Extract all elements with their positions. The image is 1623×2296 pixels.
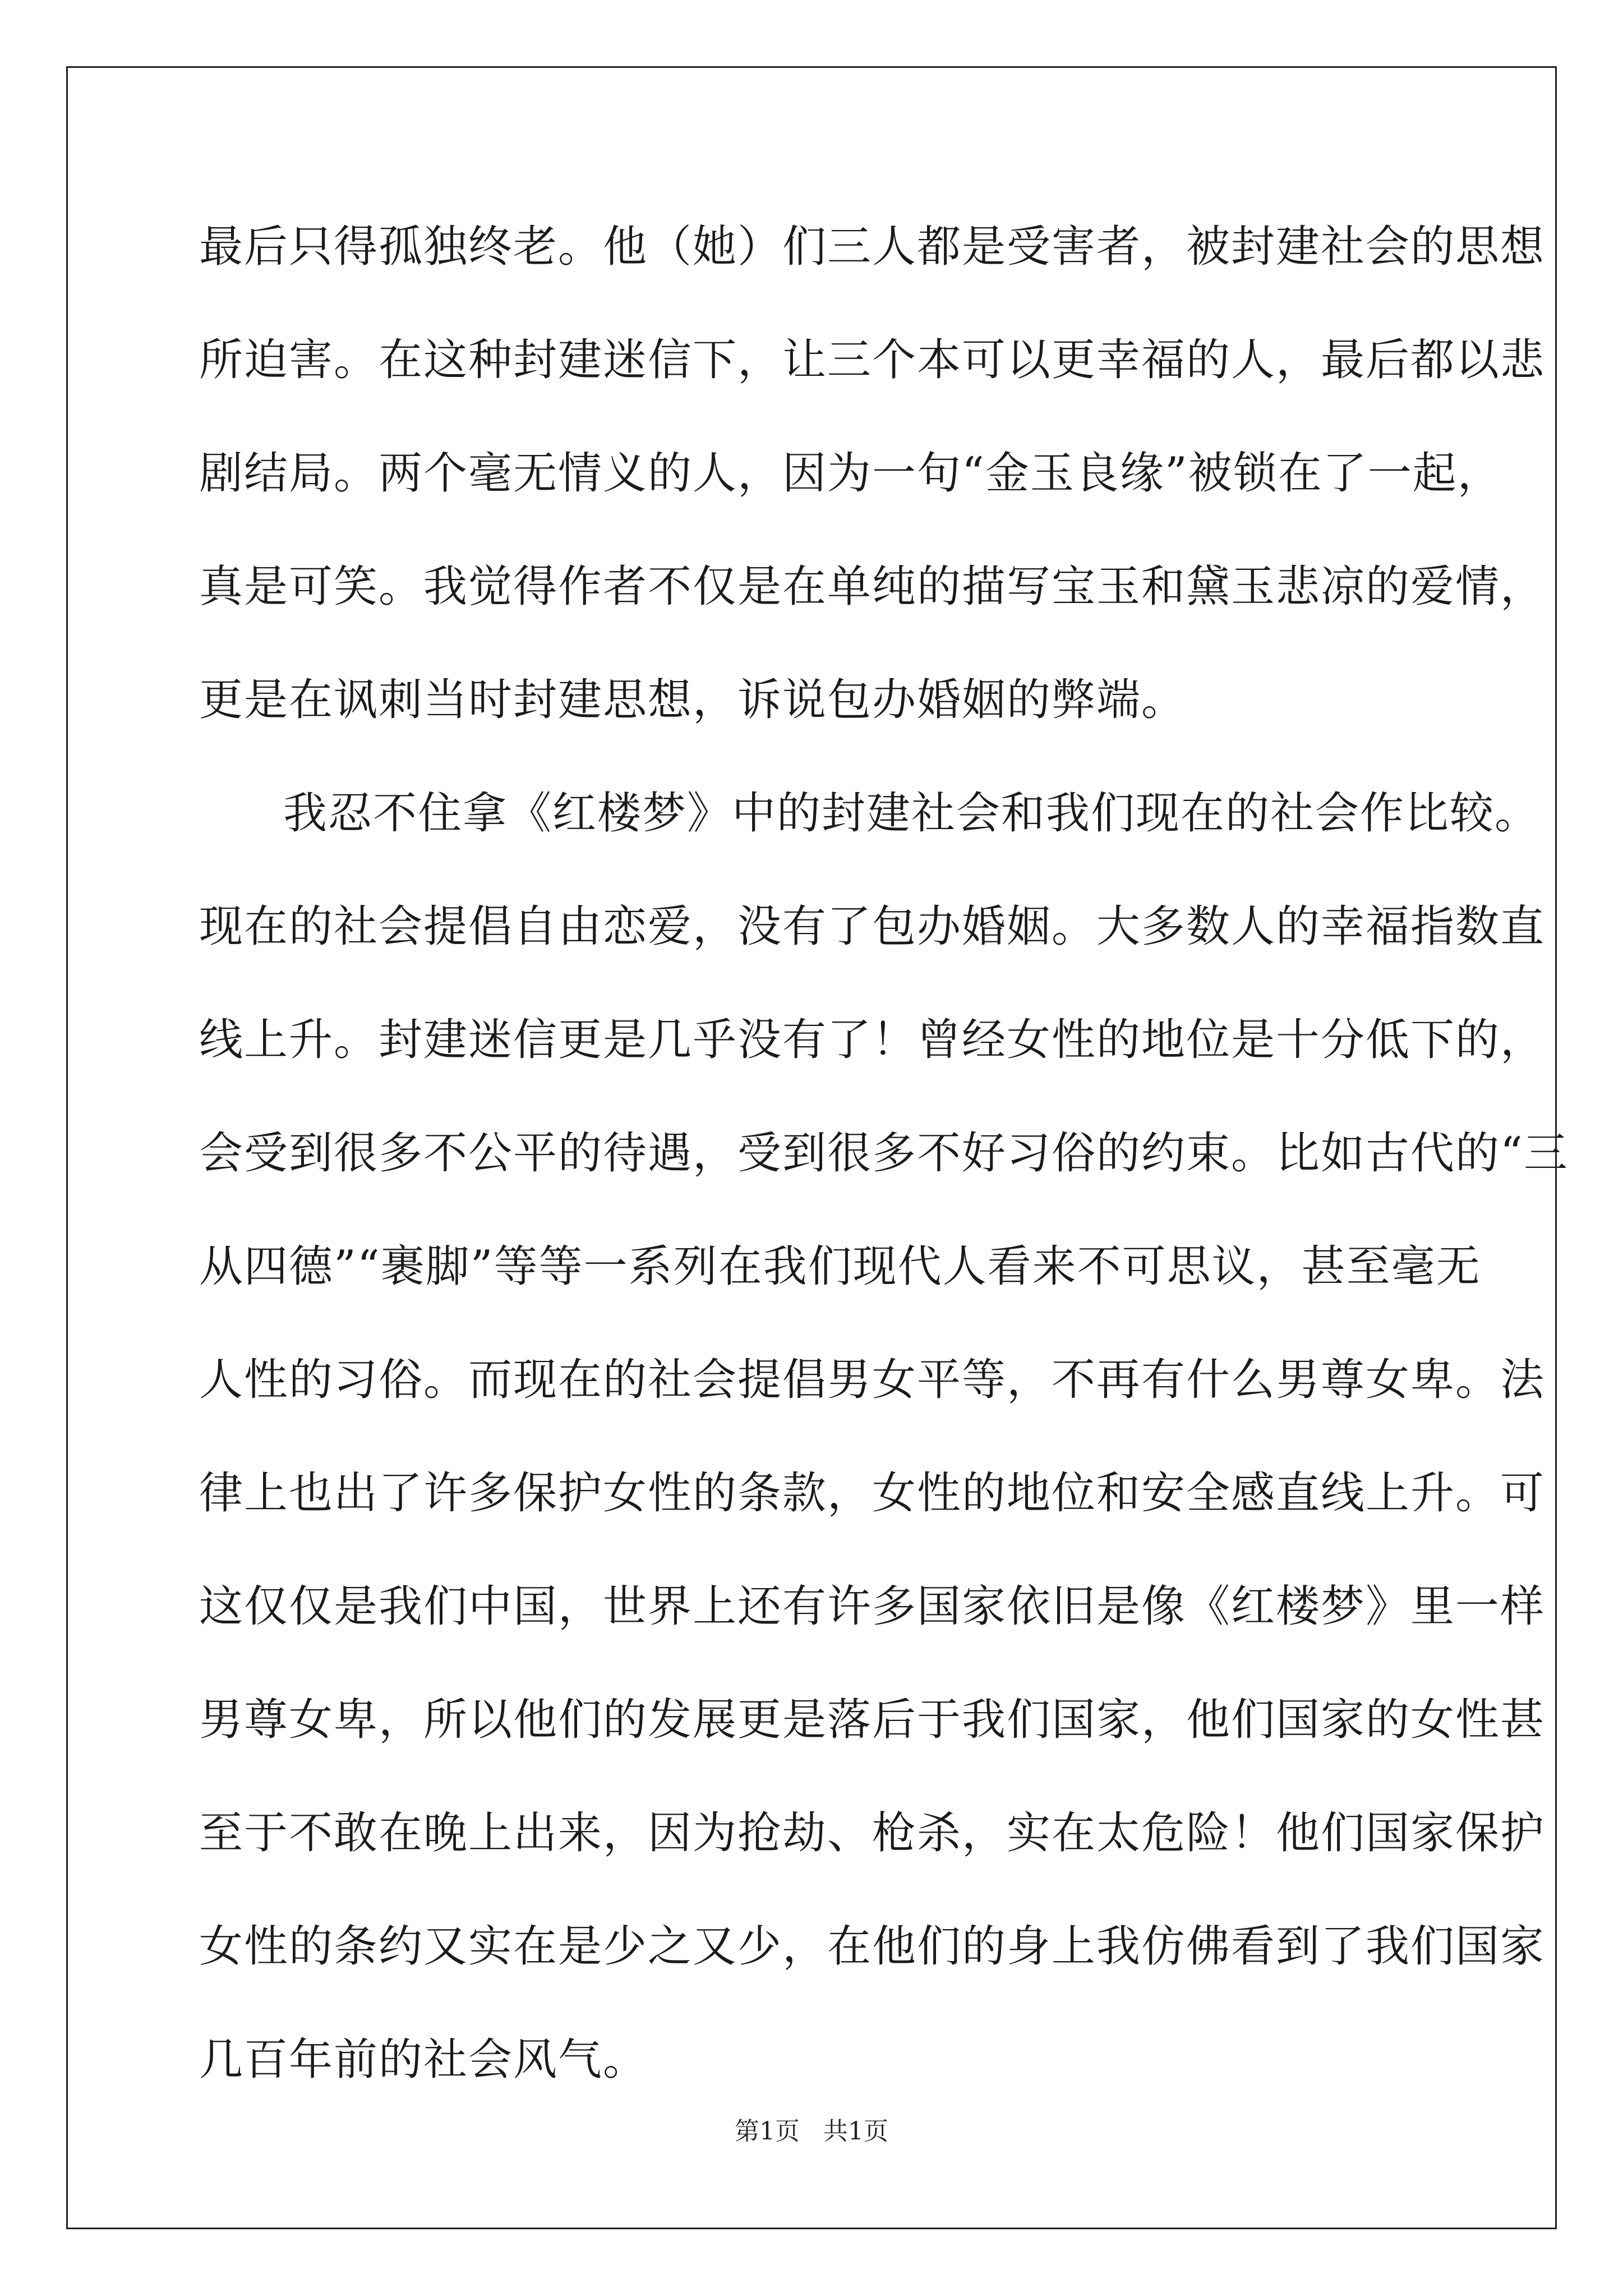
text-line: 会受到很多不公平的待遇，受到很多不好习俗的约束。比如古代的“三: [199, 1128, 1569, 1179]
text-line: 律上也出了许多保护女性的条款，女性的地位和安全感直线上升。可: [199, 1468, 1546, 1519]
text-line: 真是可笑。我觉得作者不仅是在单纯的描写宝玉和黛玉悲凉的爱情，: [199, 562, 1546, 612]
text-line: 线上升。封建迷信更是几乎没有了！曾经女性的地位是十分低下的，: [199, 1015, 1546, 1065]
text-line: 现在的社会提倡自由恋爱，没有了包办婚姻。大多数人的幸福指数直: [199, 901, 1546, 952]
text-line: 人性的习俗。而现在的社会提倡男女平等，不再有什么男尊女卑。法: [199, 1355, 1546, 1405]
text-line: 这仅仅是我们中国，世界上还有许多国家依旧是像《红楼梦》里一样: [199, 1581, 1546, 1632]
text-line: 女性的条约又实在是少之又少，在他们的身上我仿佛看到了我们国家: [199, 1921, 1546, 1972]
text-line: 最后只得孤独终老。他（她）们三人都是受害者，被封建社会的思想: [199, 222, 1546, 272]
text-line: 所迫害。在这种封建迷信下，让三个本可以更幸福的人，最后都以悲: [199, 335, 1546, 385]
text-line: 剧结局。两个毫无情义的人，因为一句“金玉良缘”被锁在了一起，: [199, 448, 1502, 499]
text-line: 男尊女卑，所以他们的发展更是落后于我们国家，他们国家的女性甚: [199, 1695, 1546, 1745]
text-line: 更是在讽刺当时封建思想，诉说包办婚姻的弊端。: [199, 675, 1187, 725]
text-line: 我忍不住拿《红楼梦》中的封建社会和我们现在的社会作比较。: [283, 788, 1540, 839]
text-line: 几百年前的社会风气。: [199, 2035, 648, 2085]
page-footer: 第1页 共1页: [735, 2117, 888, 2146]
text-line: 至于不敢在晚上出来，因为抢劫、枪杀，实在太危险！他们国家保护: [199, 1808, 1546, 1858]
text-line: 从四德”“裹脚”等等一系列在我们现代人看来不可思议，甚至毫无: [199, 1241, 1481, 1292]
